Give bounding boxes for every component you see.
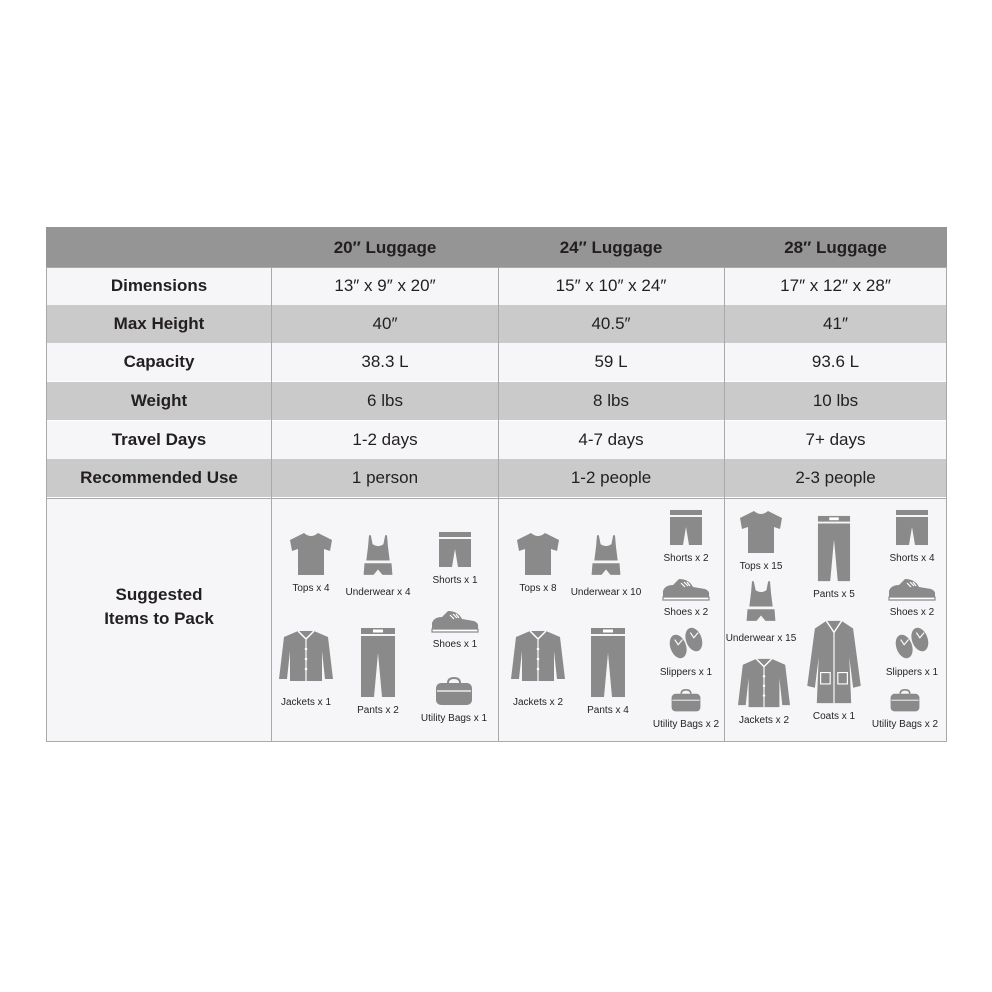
item-caption: Pants x 5 — [813, 589, 855, 600]
item-utility-bags — [646, 689, 726, 731]
cell-28: 10 lbs — [812, 391, 859, 410]
cell-20: 1 person — [351, 468, 419, 487]
item-caption: Pants x 4 — [587, 705, 629, 716]
header-20-luggage: 20″ Luggage — [333, 238, 437, 257]
cell-28: 17″ x 12″ x 28″ — [780, 276, 891, 295]
top-icon — [736, 509, 786, 555]
utility-bag-icon — [666, 689, 706, 713]
row-label: Travel Days — [111, 430, 207, 449]
item-caption: Shorts x 2 — [663, 553, 709, 564]
suggested-label-line2: Items to Pack — [104, 609, 214, 628]
pants-icon — [590, 627, 626, 699]
item-caption: Coats x 1 — [812, 711, 856, 722]
cell-20: 1-2 days — [352, 430, 418, 449]
item-caption: Underwear x 15 — [725, 633, 797, 644]
jacket-icon — [737, 657, 791, 709]
item-caption: Underwear x 10 — [570, 587, 642, 598]
item-coats — [794, 619, 874, 723]
header-28-luggage: 28″ Luggage — [784, 238, 887, 257]
item-caption: Shoes x 1 — [432, 639, 478, 650]
item-shorts — [646, 509, 726, 565]
jacket-icon — [510, 629, 566, 683]
item-utility-bags — [414, 677, 494, 725]
item-caption: Shorts x 1 — [432, 575, 478, 586]
item-shoes — [415, 609, 495, 651]
item-caption: Jackets x 2 — [738, 715, 790, 726]
item-jackets — [498, 629, 578, 709]
item-slippers — [646, 625, 726, 679]
cell-20: 13″ x 9″ x 20″ — [334, 276, 436, 295]
item-slippers — [872, 625, 952, 679]
item-caption: Tops x 4 — [292, 583, 330, 594]
shorts-icon — [895, 509, 929, 547]
item-caption: Utility Bags x 1 — [420, 713, 488, 724]
item-caption: Shoes x 2 — [663, 607, 709, 618]
shorts-icon — [438, 531, 472, 569]
item-caption: Utility Bags x 2 — [652, 719, 720, 730]
cell-24: 40.5″ — [591, 314, 631, 333]
jacket-icon — [278, 629, 334, 683]
row-label: Capacity — [123, 352, 195, 371]
utility-bag-icon — [885, 689, 925, 713]
item-caption: Slippers x 1 — [885, 667, 939, 678]
cell-28: 2-3 people — [795, 468, 876, 487]
pants-icon — [360, 627, 396, 699]
top-icon — [513, 531, 563, 577]
item-caption: Tops x 8 — [519, 583, 557, 594]
slippers-icon — [892, 625, 932, 661]
item-underwear — [721, 577, 801, 645]
cell-20: 38.3 L — [361, 352, 409, 371]
underwear-icon — [743, 577, 779, 627]
row-label: Weight — [130, 391, 188, 410]
item-caption: Pants x 2 — [357, 705, 399, 716]
item-shorts — [415, 531, 495, 587]
shoe-icon — [887, 577, 937, 601]
underwear-icon — [360, 531, 396, 581]
item-pants — [568, 627, 648, 717]
top-icon — [286, 531, 336, 577]
header-24-luggage: 24″ Luggage — [559, 238, 663, 257]
item-caption: Jackets x 1 — [280, 697, 332, 708]
underwear-icon — [588, 531, 624, 581]
shorts-icon — [669, 509, 703, 547]
coat-icon — [804, 619, 864, 705]
row-label: Dimensions — [110, 276, 208, 295]
item-shoes — [872, 577, 952, 619]
row-label: Max Height — [113, 314, 205, 333]
suggested-label-line1: Suggested — [115, 585, 203, 604]
item-underwear — [338, 531, 418, 599]
slippers-icon — [666, 625, 706, 661]
item-jackets — [266, 629, 346, 709]
cell-28: 93.6 L — [811, 352, 860, 371]
item-caption: Jackets x 2 — [512, 697, 564, 708]
item-caption: Utility Bags x 2 — [871, 719, 939, 730]
item-shoes — [646, 577, 726, 619]
item-utility-bags — [865, 689, 945, 731]
item-caption: Shorts x 4 — [889, 553, 935, 564]
cell-24: 4-7 days — [578, 430, 644, 449]
cell-24: 15″ x 10″ x 24″ — [555, 276, 667, 295]
cell-20: 40″ — [372, 314, 398, 333]
shoe-icon — [661, 577, 711, 601]
item-jackets — [724, 657, 804, 727]
pants-icon — [816, 515, 852, 583]
item-shorts — [872, 509, 952, 565]
utility-bag-icon — [434, 677, 474, 707]
row-label: Recommended Use — [80, 468, 238, 487]
luggage-comparison-table — [46, 227, 947, 742]
item-tops — [721, 509, 801, 573]
cell-24: 8 lbs — [593, 391, 629, 410]
item-caption: Underwear x 4 — [345, 587, 411, 598]
cell-24: 59 L — [594, 352, 628, 371]
cell-28: 41″ — [823, 314, 848, 333]
row-divider — [46, 498, 947, 499]
cell-28: 7+ days — [805, 430, 866, 449]
item-caption: Slippers x 1 — [659, 667, 713, 678]
item-underwear — [566, 531, 646, 599]
cell-20: 6 lbs — [367, 391, 403, 410]
shoe-icon — [430, 609, 480, 633]
cell-24: 1-2 people — [570, 468, 652, 487]
item-caption: Shoes x 2 — [889, 607, 935, 618]
item-caption: Tops x 15 — [739, 561, 783, 572]
item-pants — [338, 627, 418, 717]
item-pants — [794, 515, 874, 601]
